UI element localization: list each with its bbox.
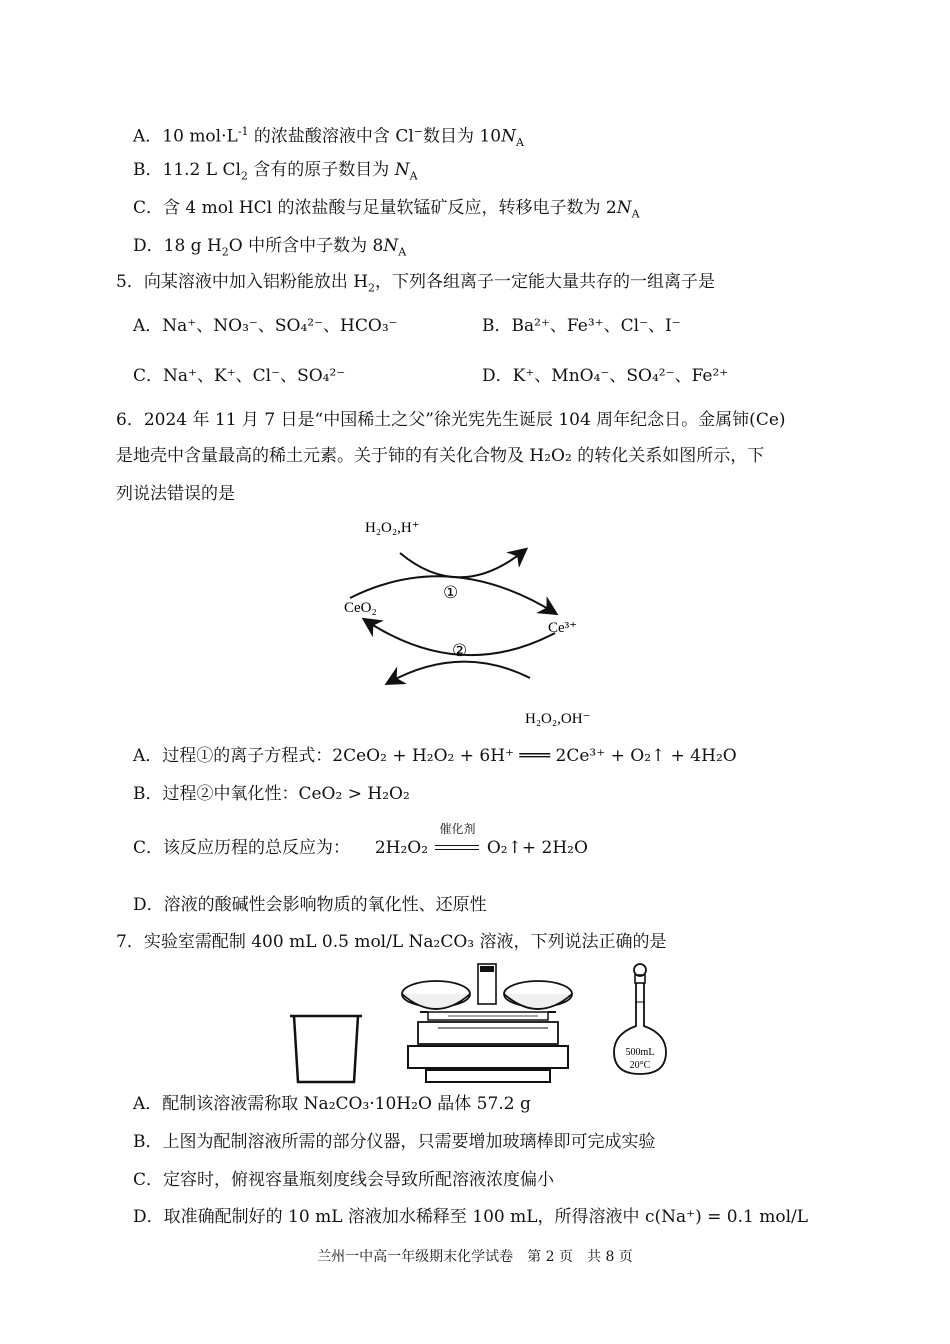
q4-option-a: A．10 $mol\cdot L^{-1}$ 的浓盐酸溶液中含 Cl−数目为 $10N_A$ xyxy=(133,125,524,150)
top-label: H₂O₂,H⁺ xyxy=(365,520,420,536)
q7-option-d: D．取准确配制好的 10 mL 溶液加水稀释至 100 mL，所得溶液中 c(Na⁺) = 0.1 mol/L xyxy=(133,1207,809,1227)
catalyst-equals-sign: 催化剂 xyxy=(433,839,481,859)
cerium-cycle-diagram xyxy=(330,508,610,728)
beaker-icon xyxy=(286,1010,366,1085)
q5-option-a: A．Na⁺、NO₃⁻、SO₄²⁻、HCO₃⁻ xyxy=(133,316,398,336)
q7-option-b: B．上图为配制溶液所需的部分仪器，只需要增加玻璃棒即可完成实验 xyxy=(133,1132,656,1152)
q5-option-c: C．Na⁺、K⁺、Cl⁻、SO₄²⁻ xyxy=(133,366,346,386)
q5-option-d: D．K⁺、MnO₄⁻、SO₄²⁻、Fe²⁺ xyxy=(482,366,729,386)
q4-option-d: D．18 g $H_2O$ 中所含中子数为 $8N_A$ xyxy=(133,236,407,259)
q6-option-c: C．该反应历程的总反应为： 2H₂O₂ 催化剂 O₂↑+ 2H₂O xyxy=(133,821,588,858)
q6-option-d: D．溶液的酸碱性会影响物质的氧化性、还原性 xyxy=(133,895,487,915)
q6-stem-line3: 列说法错误的是 xyxy=(116,484,235,504)
svg-text:500mL: 500mL xyxy=(625,1047,655,1058)
q7-option-a: A．配制该溶液需称取 Na₂CO₃·10H₂O 晶体 57.2 g xyxy=(133,1094,531,1114)
page-footer: 兰州一中高一年级期末化学试卷 第 2 页 共 8 页 xyxy=(317,1249,633,1265)
svg-text:20°C: 20°C xyxy=(629,1060,651,1071)
left-label: CeO₂ xyxy=(344,600,377,616)
bottom-label: H₂O₂,OH⁻ xyxy=(525,711,591,727)
top-reagent-arrow xyxy=(400,550,525,577)
step-1-label: ① xyxy=(443,583,459,603)
q4-option-c: C．含 4 mol HCl 的浓盐酸与足量软锰矿反应，转移电子数为 $2N_A$ xyxy=(133,198,640,221)
q7-stem: 7．实验室需配制 400 mL 0.5 mol/L Na₂CO₃ 溶液，下列说法正确的是 xyxy=(116,932,667,952)
q6-option-b: B．过程②中氧化性：CeO₂ > H₂O₂ xyxy=(133,784,410,804)
q5-option-b: B．Ba²⁺、Fe³⁺、Cl⁻、I⁻ xyxy=(482,316,681,336)
right-label: Ce³⁺ xyxy=(548,620,578,636)
q7-option-c: C．定容时，俯视容量瓶刻度线会导致所配溶液浓度偏小 xyxy=(133,1170,555,1190)
q6-option-a: A．过程①的离子方程式：2CeO₂ + H₂O₂ + 6H⁺ ═══ 2Ce³⁺ + O₂↑ + 4H₂O xyxy=(133,746,737,766)
q6-stem-line1: 6．2024 年 11 月 7 日是“中国稀土之父”徐光宪先生诞辰 104 周年纪念日。金属铈(Ce) xyxy=(116,410,786,430)
balance-icon xyxy=(398,962,578,1086)
bottom-reagent-arrow xyxy=(388,662,530,683)
q4-option-b: B．11.2 L $Cl_2$ 含有的原子数目为 $N_A$ xyxy=(133,160,418,183)
volumetric-flask-icon xyxy=(610,962,670,1080)
q5-stem: 5．向某溶液中加入铝粉能放出 $H_2$，下列各组离子一定能大量共存的一组离子是 xyxy=(116,272,716,295)
step-2-label: ② xyxy=(452,641,468,661)
q6-stem-line2: 是地壳中含量最高的稀土元素。关于铈的有关化合物及 H₂O₂ 的转化关系如图所示，下 xyxy=(116,446,765,466)
